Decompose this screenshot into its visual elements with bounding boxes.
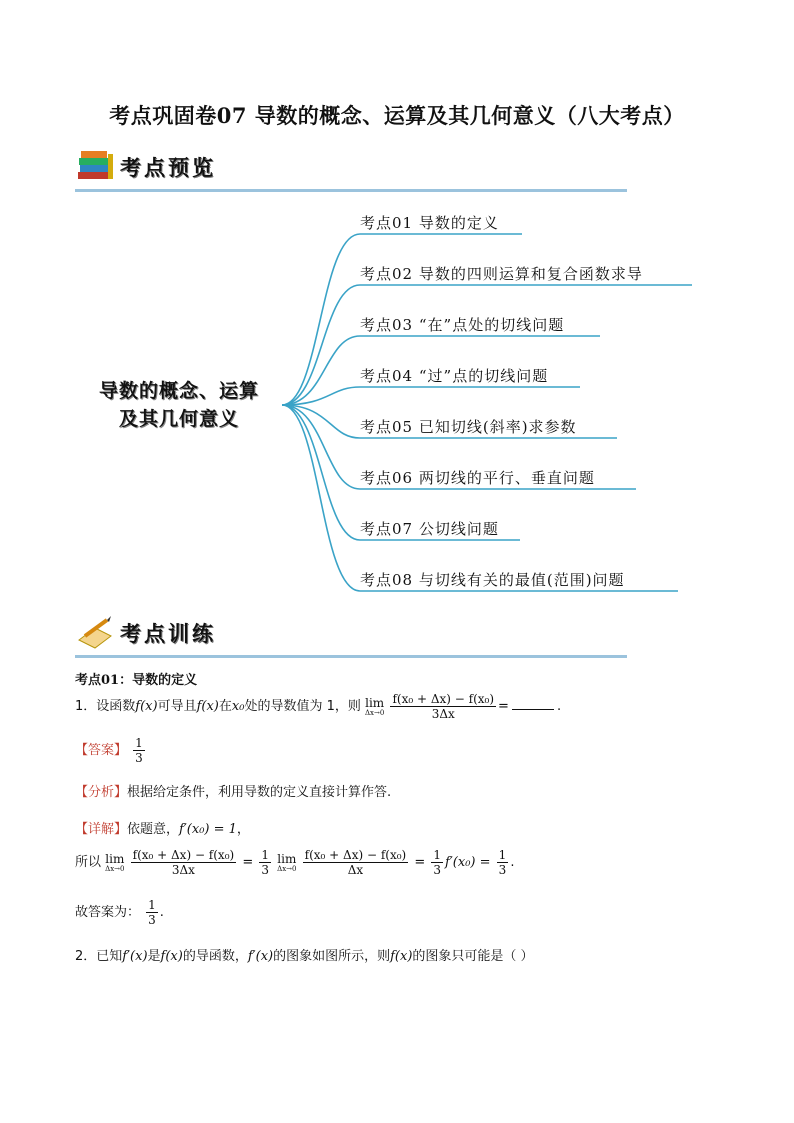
analysis-tag: 【分析】 — [75, 785, 128, 800]
fraction: $\frac{\text{f(x₀ + Δx) − f(x₀)}}{3\Delta x}$ — [392, 692, 495, 721]
fraction: $\frac{\text{f(x₀ + Δx) − f(x₀)}}{\Delta x}$ — [304, 848, 407, 877]
limit-operator: lim Δx→0 — [365, 695, 385, 717]
fraction: $\frac{1}{3}$ — [148, 898, 156, 927]
section-rule — [75, 655, 627, 658]
branch-line — [282, 234, 360, 405]
answer-tag: 【答案】 — [75, 743, 128, 758]
branch-line — [282, 285, 360, 405]
fraction: $\frac{1}{3}$ — [498, 848, 507, 877]
branch-item: 考点07 公切线问题 — [360, 520, 499, 538]
branch-item: 考点06 两切线的平行、垂直问题 — [360, 469, 595, 487]
limit-operator: lim Δx→0 — [277, 851, 297, 873]
detail-tag: 【详解】 — [75, 822, 128, 837]
question-1: 1．设函数f(x)可导且f(x)在x₀处的导数值为 1，则 lim Δx→0 $\frac{\text{f(x₀ + Δx) − f(x₀)}}{3\Delta x}$ = . — [75, 692, 562, 721]
fraction: $\frac{1}{3}$ — [135, 736, 143, 765]
branch-item: 考点03 “在”点处的切线问题 — [360, 316, 565, 334]
branch-item: 考点01 导数的定义 — [360, 214, 499, 232]
branch-line — [282, 405, 360, 489]
pencil-book-icon — [75, 612, 115, 652]
section-header-train — [75, 612, 627, 658]
section-label: 考点训练 — [120, 622, 216, 646]
page-title: 考点巩固卷07 导数的概念、运算及其几何意义（八大考点） — [109, 103, 685, 128]
fraction: $\frac{1}{3}$ — [261, 848, 270, 877]
detail-equation: 所以 lim Δx→0 $\frac{\text{f(x₀ + Δx) − f(x₀)}}{3\Delta x}$ = $\frac{1}{3}$ lim Δx→0 $\frac{\text{f(x₀ + Δx) − f(x₀)}}{\Delta x}$ = $\frac{1}{3}$ f′(x₀) = $\frac{1}{3}$ . — [75, 848, 515, 877]
answer-blank — [512, 709, 554, 710]
mind-map-center — [76, 377, 282, 433]
detail-line: 【详解】依题意，f′(x₀) = 1， — [75, 822, 250, 837]
mind-map — [0, 200, 794, 600]
section-rule — [75, 189, 627, 192]
branch-item: 考点08 与切线有关的最值(范围)问题 — [360, 571, 625, 589]
section-label: 考点预览 — [120, 156, 216, 180]
branch-line — [282, 405, 360, 591]
center-line-2: 及其几何意义 — [118, 408, 239, 430]
subsection-title: 考点01：导数的定义 — [75, 673, 198, 688]
section-header-preview — [75, 146, 627, 192]
analysis-line: 【分析】根据给定条件，利用导数的定义直接计算作答. — [75, 785, 392, 800]
center-line-1: 导数的概念、运算 — [98, 380, 259, 402]
branch-line — [282, 405, 360, 540]
branch-item: 考点02 导数的四则运算和复合函数求导 — [360, 265, 643, 283]
books-icon — [75, 146, 115, 186]
branch-item: 考点05 已知切线(斜率)求参数 — [360, 418, 577, 436]
question-2: 2．已知f′(x)是f(x)的导函数，f′(x)的图象如图所示，则f(x)的图象只可能是（ ） — [75, 949, 534, 964]
fraction: $\frac{\text{f(x₀ + Δx) − f(x₀)}}{3\Delta x}$ — [132, 848, 235, 877]
final-answer-line: 故答案为： $\frac{1}{3}$ . — [75, 898, 164, 927]
answer-line — [75, 736, 147, 765]
branch-item: 考点04 “过”点的切线问题 — [360, 367, 549, 385]
fraction: $\frac{1}{3}$ — [433, 848, 442, 877]
limit-operator: lim Δx→0 — [105, 851, 125, 873]
